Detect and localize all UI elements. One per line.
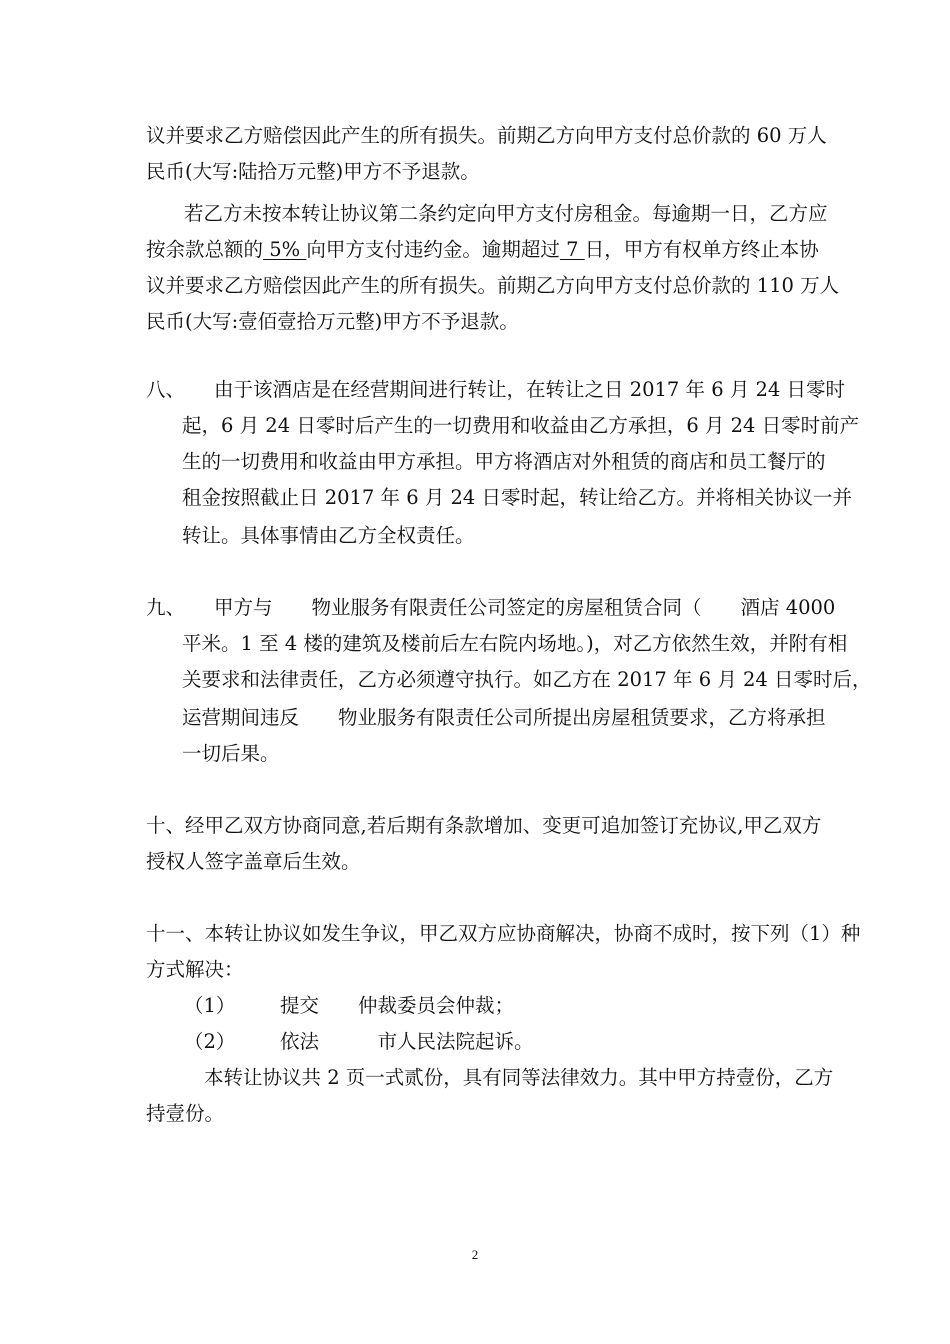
text-line: 持壹份。 <box>146 1102 225 1125</box>
text-fragment: 向甲方支付违约金。逾期超过 <box>306 238 560 261</box>
text-line: 议并要求乙方赔偿因此产生的所有损失。前期乙方向甲方支付总价款的 60 万人 <box>146 124 827 147</box>
text-line: 一切后果。 <box>182 742 280 765</box>
page-number: 2 <box>471 1247 479 1262</box>
text-line: 平米。1 至 4 楼的建筑及楼前后左右院内场地。)，对乙方依然生效，并附有相 <box>182 632 848 655</box>
option-number: （2） <box>184 1030 236 1053</box>
text-line: 民币(大写:壹佰壹拾万元整)甲方不予退款。 <box>146 310 519 333</box>
text-line: 十一、本转让协议如发生争议，甲乙双方应协商解决，协商不成时，按下列（1）种 <box>146 922 861 945</box>
text-line: 转让。具体事情由乙方全权责任。 <box>182 524 475 547</box>
text-line: 若乙方未按本转让协议第二条约定向甲方支付房租金。每逾期一日，乙方应 <box>184 202 828 225</box>
penalty-rate-value: 5% <box>263 238 307 261</box>
text-line: 甲方与 物业服务有限责任公司签定的房屋租赁合同（ 酒店 4000 <box>214 596 836 619</box>
text-line: 关要求和法律责任，乙方必须遵守执行。如乙方在 2017 年 6 月 24 日零时后， <box>182 668 872 691</box>
text-line: 本转让协议共 2 页一式贰份，具有同等法律效力。其中甲方持壹份，乙方 <box>204 1066 834 1089</box>
text-line: 由于该酒店是在经营期间进行转让，在转让之日 2017 年 6 月 24 日零时 <box>214 378 846 401</box>
text-line: 起，6 月 24 日零时后产生的一切费用和收益由乙方承担，6 月 24 日零时前产 <box>182 414 860 437</box>
text-line <box>146 238 819 262</box>
option-number: （1） <box>184 994 236 1017</box>
text-fragment: 日，甲方有权单方终止本协 <box>584 238 819 261</box>
text-line: 方式解决： <box>146 958 244 981</box>
text-line: 十、经甲乙双方协商同意,若后期有条款增加、变更可追加签订充协议,甲乙双方 <box>146 814 822 837</box>
overdue-days-value: 7 <box>559 238 585 261</box>
option-text: 提交 仲裁委员会仲裁； <box>280 994 515 1017</box>
option-text: 依法 市人民法院起诉。 <box>280 1030 534 1053</box>
text-line: 租金按照截止日 2017 年 6 月 24 日零时起，转让给乙方。并将相关协议一并 <box>182 486 853 509</box>
text-line: 议并要求乙方赔偿因此产生的所有损失。前期乙方向甲方支付总价款的 110 万人 <box>146 274 840 297</box>
text-line: 授权人签字盖章后生效。 <box>146 850 361 873</box>
section-number: 八、 <box>146 378 186 401</box>
text-line: 生的一切费用和收益由甲方承担。甲方将酒店对外租赁的商店和员工餐厅的 <box>182 450 826 473</box>
text-line: 运营期间违反 物业服务有限责任公司所提出房屋租赁要求，乙方将承担 <box>182 706 826 729</box>
text-fragment: 按余款总额的 <box>146 238 264 261</box>
section-number: 九、 <box>146 596 186 619</box>
text-line: 民币(大写:陆拾万元整)甲方不予退款。 <box>146 160 480 183</box>
